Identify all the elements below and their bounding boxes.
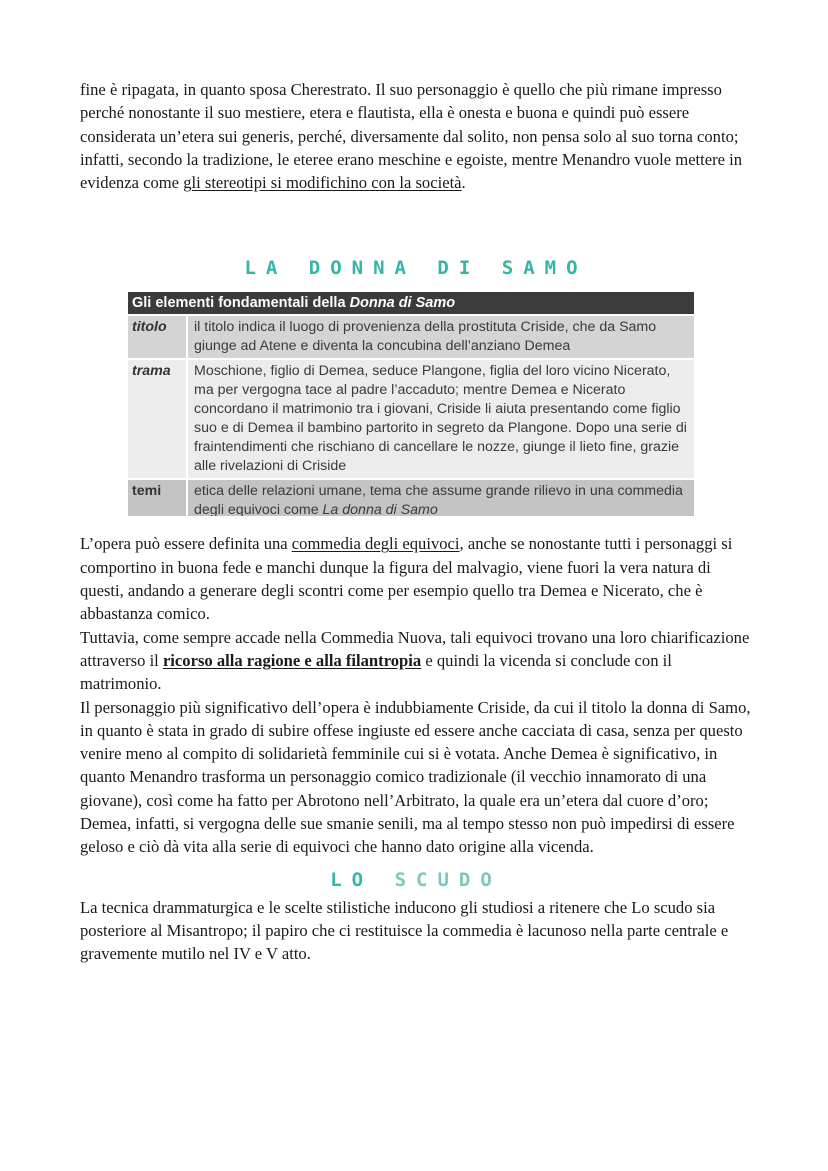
intro-text: fine è ripagata, in quanto sposa Cherestrato. Il suo personaggio è quello che più rimane impresso perché nonostante il suo mestiere, etera e flautista, ella è onesta e buona e quindi può essere considerata un’etera sui generis, perché, diversamente dal solito, non pensa solo al suo torna conto; infatti, secondo la tradizione, le eteree erano meschine e egoiste, mentre Menandro vuole mettere in evidenza come [80,80,743,193]
body-paragraph-3: Il personaggio più significativo dell’opera è indubbiamente Criside, da cui il titolo la donna di Samo, in quanto è stata in grado di subire offese ingiuste ed essere anche cacciata di casa, senza per questo venire meno al compito di solidarietà femminile cui si è votata. Anche Demea è significativo, in quanto Menandro trasforma un personaggio comico tradizionale (il vecchio innamorato di una giovane), così come ha fatto per Abrotono nell’Arbitrato, la quale era un’etera dal cuore d’oro; Demea, infatti, si vergogna delle sue smanie senili, ma al tempo stesso non può impedirsi di essere geloso e ciò dà vita alla serie di equivoci che hanno dato origine alla vicenda. [80,697,751,857]
table-header-text: Gli elementi fondamentali della [132,295,350,312]
table-row-value [186,480,694,516]
table-header [128,292,694,314]
table-row-key: temi [132,483,162,500]
body-text: L’opera può essere definita una [80,534,292,554]
table-row-value: il titolo indica il luogo di provenienza della prostituta Criside, che da Samo giunge ad Atene e diventa la concubina dell’anziano Demea [186,316,694,358]
body-paragraph-2 [80,626,752,696]
body-text: Tuttavia, come sempre accade nella Commedia Nuova, tali equivoci trovano una loro chiarificazione attraverso il [80,627,750,670]
table-row [128,358,694,478]
intro-underlined-phrase: gli stereotipi si modifichino con la società [183,173,462,193]
table-row-value-text: etica delle relazioni umane, tema che assume grande rilievo in una commedia degli equivoci come [194,483,683,517]
body-text: , anche se nonostante tutti i personaggi si comportino in buona fede e manchi dunque la figura del malvagio, viene fuori la vera natura di questi, andando a generare degli scontri come per esempio quello tra Demea e Nicerato, che è abbastanza comico. [80,534,733,624]
heading-lo-scudo [80,869,752,891]
heading-la-donna-di-samo [80,257,752,279]
table-row [128,478,694,516]
table-header-italic: Donna di Samo [349,295,456,312]
intro-text-end: . [461,173,466,193]
heading-1-part-b: SAMO [501,257,588,280]
table-row-key: titolo [132,319,167,336]
heading-2-part-a: LO [330,868,374,891]
elements-table [128,292,694,516]
table-row [128,314,694,358]
scudo-paragraph: La tecnica drammaturgica e le scelte stilistiche inducono gli studiosi a ritenere che Lo scudo sia posteriore al Misantropo; il papiro che ci restituisce la commedia è lacunoso nella parte centrale e gravemente mutilo nel IV e V atto. [80,897,729,964]
heading-1-part-a: LA DONNA DI [244,257,481,280]
body-bold-underlined-phrase: ricorso alla ragione e alla filantropia [162,650,422,670]
table-row-value-italic: La donna di Samo [322,502,438,517]
body-text: e quindi la vicenda si conclude con il matrimonio. [80,650,672,694]
body-paragraph-1 [80,532,752,625]
body-underlined-phrase: commedia degli equivoci [291,534,460,554]
table-row-key: trama [132,363,171,380]
intro-paragraph [80,78,752,194]
document-page [80,78,752,966]
table-row-value: Moschione, figlio di Demea, seduce Plangone, figlia del loro vicino Nicerato, ma per vergogna tace al padre l’accaduto; mentre Demea e Nicerato concordano il matrimonio tra i giovani, Criside li aiuta presentando come figlio suo e di Demea il bambino partorito in segreto da Plangone. Dopo una serie di fraintendimenti che rischiano di cancellare le nozze, giunge il lieto fine, grazie alle rivelazioni di Criside [186,360,694,478]
heading-2-part-b: SCUDO [394,868,502,891]
